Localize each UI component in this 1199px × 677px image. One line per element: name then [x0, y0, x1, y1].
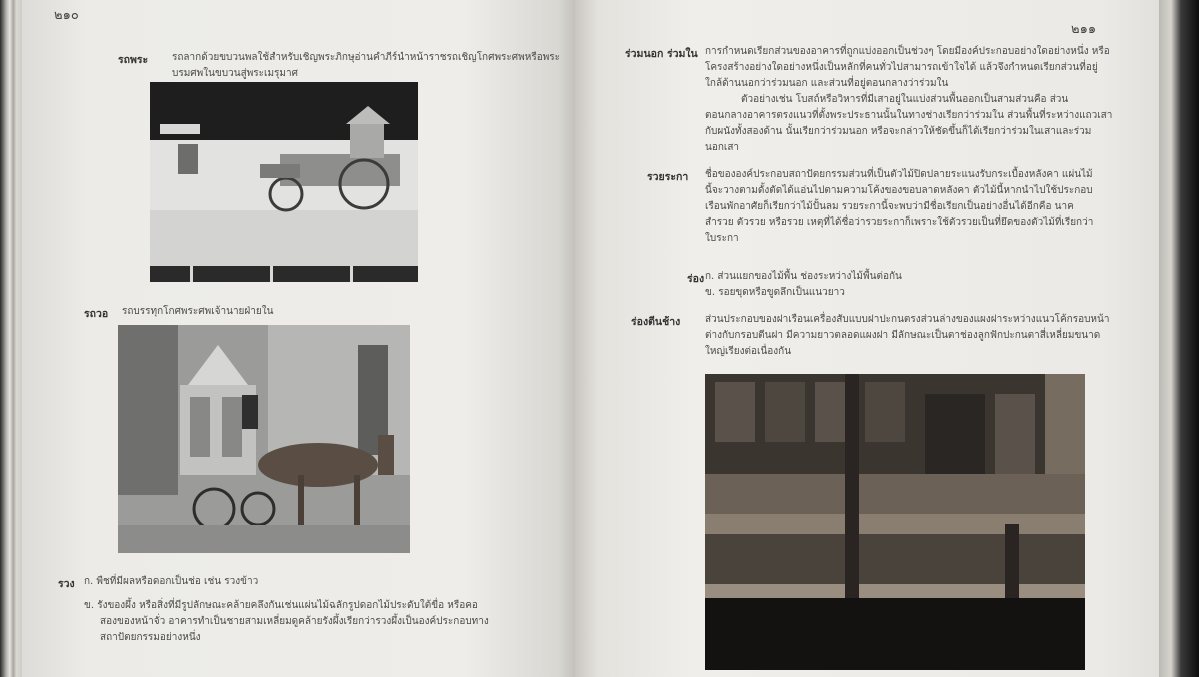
term-rong-tin-chang: ร่องตีนช้าง: [631, 316, 681, 328]
term-rot-wo: รถวอ: [84, 308, 109, 320]
definition-rot-phra: รถลากด้วยขบวนพลใช้สำหรับเชิญพระภิกษุอ่านคำภีร์นำหน้าราชรถเชิญโกศพระศพหรือพระ บรมศพในขบวนสู่พระเมรุมาศ: [172, 52, 561, 79]
right-page: [575, 0, 1159, 677]
term-ruam-nok-ruam-nai: ร่วมนอก ร่วมใน: [625, 48, 698, 60]
photo-thai-wooden-house: [705, 374, 1085, 670]
right-page-number: ๒๑๑: [1071, 22, 1097, 37]
page-stack-right: [1159, 0, 1199, 677]
photo-rot-phra-carriage: [150, 82, 418, 282]
definition-rot-wo: รถบรรทุกโกศพระศพเจ้านายฝ่ายใน: [122, 306, 274, 317]
left-page-number: ๒๑๐: [54, 8, 79, 23]
definition-rong: ก. ส่วนแยกของไม้พื้น ช่องระหว่างไม้พื้นต่อกัน ข. รอยขุดหรือขูดลึกเป็นแนวยาว: [705, 271, 902, 298]
definition-ruang-b: ข. รังของผึ้ง หรือสิ่งที่มีรูปลักษณะคล้ายคลึงกันเช่นแผ่นไม้ฉลักรูปดอกไม้ประดับใต้ขื่อ หรือคอ สองของหน้าจั่ว อาคารทำเป็นชายสามเหลี่ยมดูคล้ายรังผึ้งเรียกว่ารวงผึ้งเป็นองค์ประกอบทาง สถาปัตยกรรมอย่างหนึ่ง: [84, 600, 489, 643]
definition-ruang-a: ก. พืชที่มีผลหรือดอกเป็นช่อ เช่น รวงข้าว: [84, 576, 259, 587]
left-page: [22, 0, 575, 677]
term-ruang: รวง: [58, 578, 75, 590]
definition-ruay-raka: ชื่อขององค์ประกอบสถาปัตยกรรมส่วนที่เป็นตัวไม้ปิดปลายระแนงรับกระเบื้องหลังคา แผ่นไม้ นี้จะวางตามดั้งตัดได้แอ่นไปตามความโค้งของขอบลาดหลังคา ตัวไม้นี้หากนำไปใช้ประกอบ เรือนพักอาศัยก็เรียกว่าไม้ปั้นลม รวยระกานี้จะพบว่ามีชื่อเรียกเป็นอย่างอื่นได้อีกคือ นาค สำรวย ตัวรวย หรือรวย เหตุที่ได้ชื่อว่ารวยระกาก็เพราะใช้ตัวรวยเป็นที่ยึดของตัวไม้ที่เรียกว่า ใบระกา: [705, 169, 1094, 244]
term-rot-phra: รถพระ: [118, 54, 149, 66]
page-stack-left: [0, 0, 22, 677]
photo-rot-wo-horse-carriage: [118, 325, 410, 553]
term-ruay-raka: รวยระกา: [647, 171, 689, 183]
term-rong: ร่อง: [687, 273, 705, 285]
definition-ruam-nok-ruam-nai: การกำหนดเรียกส่วนของอาคารที่ถูกแบ่งออกเป็นช่วงๆ โดยมีองค์ประกอบอย่างใดอย่างหนึ่ง หรือ โครงสร้างอย่างใดอย่างหนึ่งเป็นหลักที่คนทั่วไปสามารถเข้าใจได้ แล้วจึงกำหนดเรียกส่วนที่อยู่ ใกล้ด้านนอกว่าร่วมนอก และส่วนที่อยู่ตอนกลางว่าร่วมใน ตัวอย่างเช่น โบสถ์หรือวิหารที่มีเสาอยู่ในแบ่งส่วนพื้นออกเป็นสามส่วนคือ ส่วน ตอนกลางอาคารตรงแนวที่ตั้งพระประธานนั้นในทางช่างเรียกว่าร่วมใน ส่วนพื้นที่ระหว่างแถวเสา กับผนังทั้งสองด้าน นั้นเรียกว่าร่วมนอก หรือจะกล่าวให้ชัดขึ้นก็ได้เรียกว่าร่วมในเสาและร่วม นอกเสา: [705, 46, 1113, 153]
definition-rong-tin-chang: ส่วนประกอบของฝาเรือนเครื่องสับแบบฝาปะกนตรงส่วนล่างของแผงฝาระหว่างแนวโค้กรอบหน้า ต่างกับกรอบตีนฝา มีความยาวตลอดแผงฝา มีลักษณะเป็นตาช่องลูกฟักปะกนตาสี่เหลี่ยมขนาด ใหญ่เรียงต่อเนื่องกัน: [705, 314, 1110, 357]
